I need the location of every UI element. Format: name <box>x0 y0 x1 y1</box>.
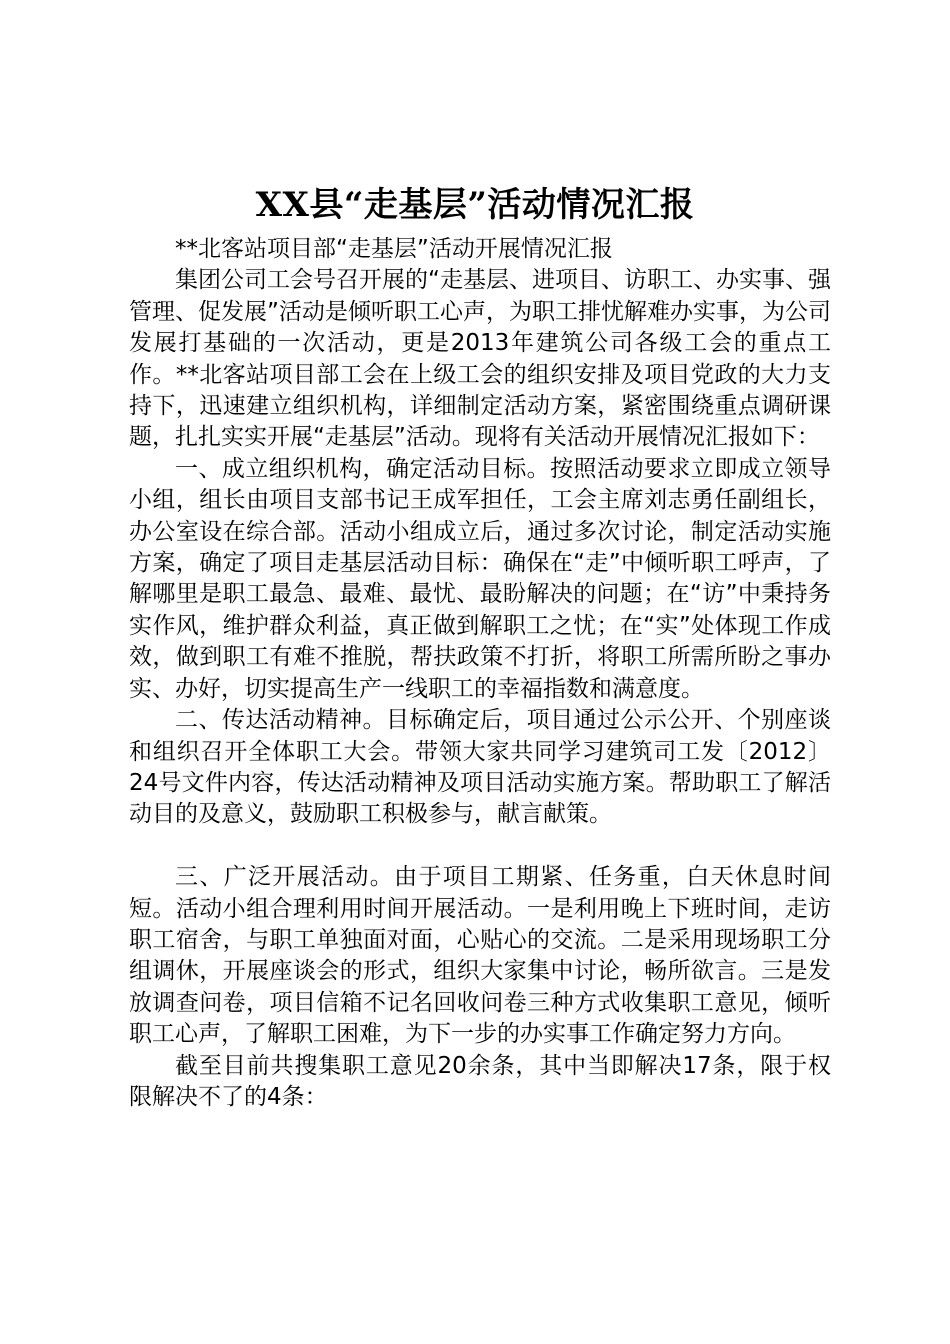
paragraph-intro: 集团公司工会号召开展的“走基层、进项目、访职工、办实事、强管理、促发展”活动是倾听职工心声，为职工排忧解难办实事，为公司发展打基础的一次活动，更是2013年建筑公司各级工会的重点工作。**北客站项目部工会在上级工会的组织安排及项目党政的大力支持下，迅速建立组织机构，详细制定活动方案，紧密围绕重点调研课题，扎扎实实开展“走基层”活动。现将有关活动开展情况汇报如下： <box>129 267 831 451</box>
paragraph-section-1: 一、成立组织机构，确定活动目标。按照活动要求立即成立领导小组，组长由项目支部书记王成军担任，工会主席刘志勇任副组长，办公室设在综合部。活动小组成立后，通过多次讨论，制定活动实施方案，确定了项目走基层活动目标：确保在“走”中倾听职工呼声，了解哪里是职工最急、最难、最忧、最盼解决的问题；在“访”中秉持务实作风，维护群众利益，真正做到解职工之忧；在“实”处体现工作成效，做到职工有难不推脱，帮扶政策不打折，将职工所需所盼之事办实、办好，切实提高生产一线职工的幸福指数和满意度。 <box>129 455 831 702</box>
paragraph-section-2: 二、传达活动精神。目标确定后，项目通过公示公开、个别座谈和组织召开全体职工大会。带领大家共同学习建筑司工发〔2012〕24号文件内容，传达活动精神及项目活动实施方案。帮助职工了解活动目的及意义，鼓励职工积极参与，献言献策。 <box>129 707 831 828</box>
document-title: XX县“走基层”活动情况汇报 <box>255 185 695 225</box>
paragraph-summary: 截至目前共搜集职工意见20余条，其中当即解决17条，限于权限解决不了的4条： <box>129 1052 831 1110</box>
paragraph-section-3: 三、广泛开展活动。由于项目工期紧、任务重，白天休息时间短。活动小组合理利用时间开展活动。一是利用晚上下班时间，走访职工宿舍，与职工单独面对面，心贴心的交流。二是采用现场职工分组调休，开展座谈会的形式，组织大家集中讨论，畅所欲言。三是发放调查问卷，项目信箱不记名回收问卷三种方式收集职工意见，倾听职工心声，了解职工困难，为下一步的办实事工作确定努力方向。 <box>129 864 831 1048</box>
document-body <box>129 234 831 1113</box>
paragraph-subtitle: **北客站项目部“走基层”活动开展情况汇报 <box>175 236 613 262</box>
paragraph-spacer <box>129 831 831 862</box>
